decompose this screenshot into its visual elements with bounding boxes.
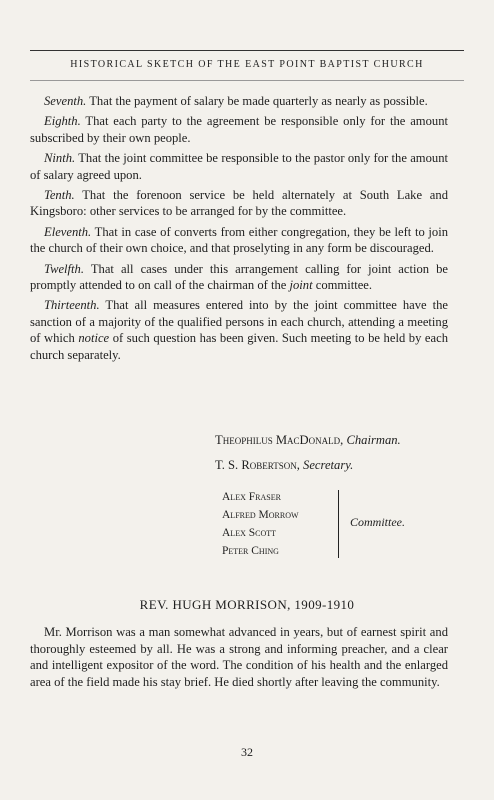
clause-tenth: Tenth. That the forenoon service be held alternately at South Lake and Kingsboro: other services to be arranged for by the committee.: [30, 188, 448, 219]
agreement-clauses: [30, 93, 448, 367]
secretary-signature: T. S. Robertson, Secretary.: [215, 458, 354, 472]
clause-seventh: Seventh. That the payment of salary be made quarterly as nearly as possible.: [44, 94, 428, 108]
running-header: HISTORICAL SKETCH OF THE EAST POINT BAPTIST CHURCH: [70, 59, 424, 70]
header-rule-bottom: [30, 80, 464, 81]
section-body: [30, 624, 448, 690]
page-number: 32: [241, 745, 253, 759]
committee-label: Committee.: [350, 515, 405, 529]
clause-ninth: Ninth. That the joint committee be responsible to the pastor only for the amount of salary agreed upon.: [30, 151, 448, 182]
committee-list: [222, 488, 299, 560]
committee-member: Alfred Morrow: [222, 509, 299, 521]
committee-member: Peter Ching: [222, 545, 279, 557]
committee-member: Alex Scott: [222, 527, 277, 539]
committee-member: Alex Fraser: [222, 491, 281, 503]
section-title: REV. HUGH MORRISON, 1909-1910: [139, 597, 355, 612]
header-rule-top: [30, 50, 464, 51]
clause-twelfth: Twelfth. That all cases under this arrangement calling for joint action be promptly attended to on call of the chairman of the joint committee.: [30, 261, 448, 293]
chairman-signature: Theophilus MacDonald, Chairman.: [215, 433, 401, 447]
clause-thirteenth: Thirteenth. That all measures entered into by the joint committee have the sanction of a majority of the qualified persons in each church, attending a meeting of which notice of such question has been given. Such meeting to be held by each church separately.: [30, 298, 448, 362]
clause-eleventh: Eleventh. That in case of converts from either congregation, they be left to join the church of their own choice, and that proselyting in any form be discouraged.: [30, 224, 448, 256]
section-paragraph: Mr. Morrison was a man somewhat advanced in years, but of earnest spirit and thoroughly esteemed by all. He was a strong and informing preacher, and a clear and intelligent expositor of the word. The condition of his health and the enlarged area of the field made his stay brief. He died shortly after leaving the community.: [30, 625, 448, 689]
clause-eighth: Eighth. That each party to the agreement be responsible only for the amount subscribed by their own people.: [30, 114, 448, 145]
committee-brace: [338, 490, 341, 558]
